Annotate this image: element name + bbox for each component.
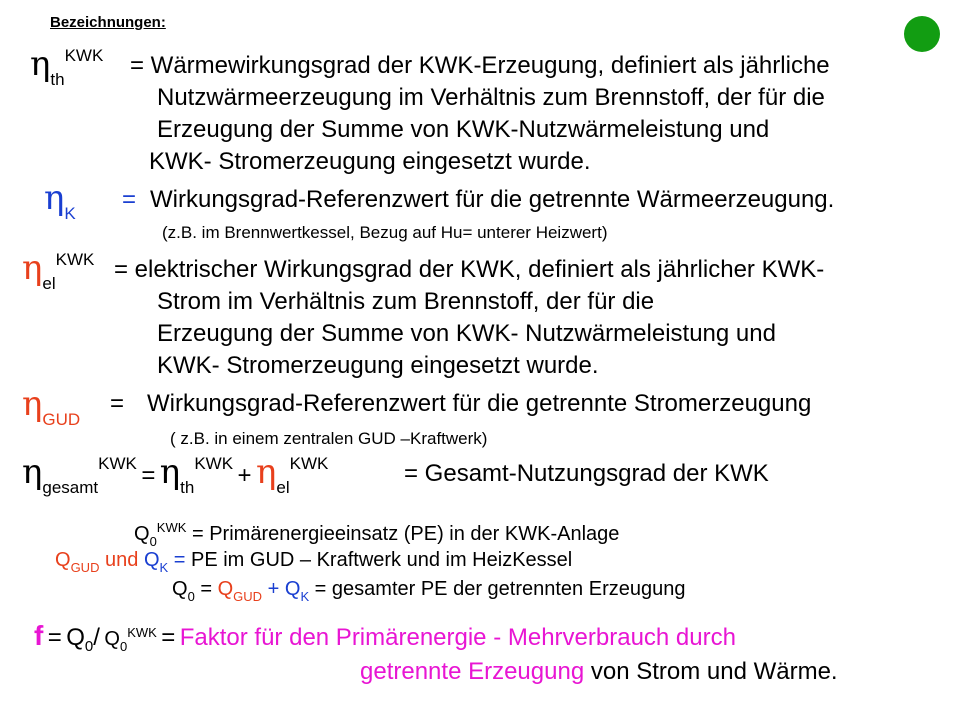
eta-th-symbol: ηthKWK [30, 44, 104, 89]
eta-gesamt-desc: = Gesamt-Nutzungsgrad der KWK [404, 460, 769, 487]
eta-k-symbol: ηK [44, 178, 76, 223]
eta-gud-note: ( z.B. in einem zentralen GUD –Kraftwerk) [170, 429, 488, 448]
eta-k-note: (z.B. im Brennwertkessel, Bezug auf Hu= unterer Heizwert) [162, 223, 608, 242]
qgud-qk-line: $Q_{GUD}$ und $Q_K$ = PE im GUD – Kraftwerk und im HeizKessel [55, 549, 573, 575]
factor-f-formula: f = Q0/ $Q_0^{KWK}$ = Faktor für den Primärenergie - Mehrverbrauch durch [34, 620, 736, 655]
eta-gud-equals: = [110, 390, 125, 417]
q0-sum-line: $Q_0 = Q_{GUD} + Q_K$ = gesamter PE der getrennten Erzeugung [172, 578, 686, 604]
eta-k-equals: = [122, 186, 137, 213]
factor-line2: getrennte Erzeugung von Strom und Wärme. [360, 658, 838, 685]
status-dot [904, 16, 940, 52]
eta-el-line2: Strom im Verhältnis zum Brennstoff, der für die [157, 288, 655, 315]
page-title: Bezeichnungen: [50, 14, 166, 31]
eta-gud-line1: Wirkungsgrad-Referenzwert für die getrennte Stromerzeugung [147, 390, 812, 417]
eta-th-line2: Nutzwärmeerzeugung im Verhältnis zum Brennstoff, der für die [157, 84, 825, 111]
eta-el-symbol: ηelKWK [22, 248, 95, 293]
eta-gud-symbol: ηGUD [22, 384, 81, 429]
eta-th-line3: Erzeugung der Summe von KWK-Nutzwärmeleistung und [157, 116, 770, 143]
eta-el-line3: Erzeugung der Summe von KWK- Nutzwärmeleistung und [157, 320, 776, 347]
eta-k-line1: Wirkungsgrad-Referenzwert für die getrennte Wärmeerzeugung. [150, 186, 835, 213]
eta-el-line1: = elektrischer Wirkungsgrad der KWK, definiert als jährlicher KWK- [114, 256, 825, 283]
eta-th-line1: = Wärmewirkungsgrad der KWK-Erzeugung, definiert als jährliche [130, 52, 830, 79]
eta-gesamt-formula: ηgesamtKWK = ηthKWK + ηelKWK [22, 452, 329, 497]
q0-kwk-line: $Q_0^{KWK}$ = Primärenergieeinsatz (PE) in der KWK-Anlage [134, 520, 620, 549]
eta-el-line4: KWK- Stromerzeugung eingesetzt wurde. [157, 352, 599, 379]
eta-th-line4: KWK- Stromerzeugung eingesetzt wurde. [149, 148, 591, 175]
